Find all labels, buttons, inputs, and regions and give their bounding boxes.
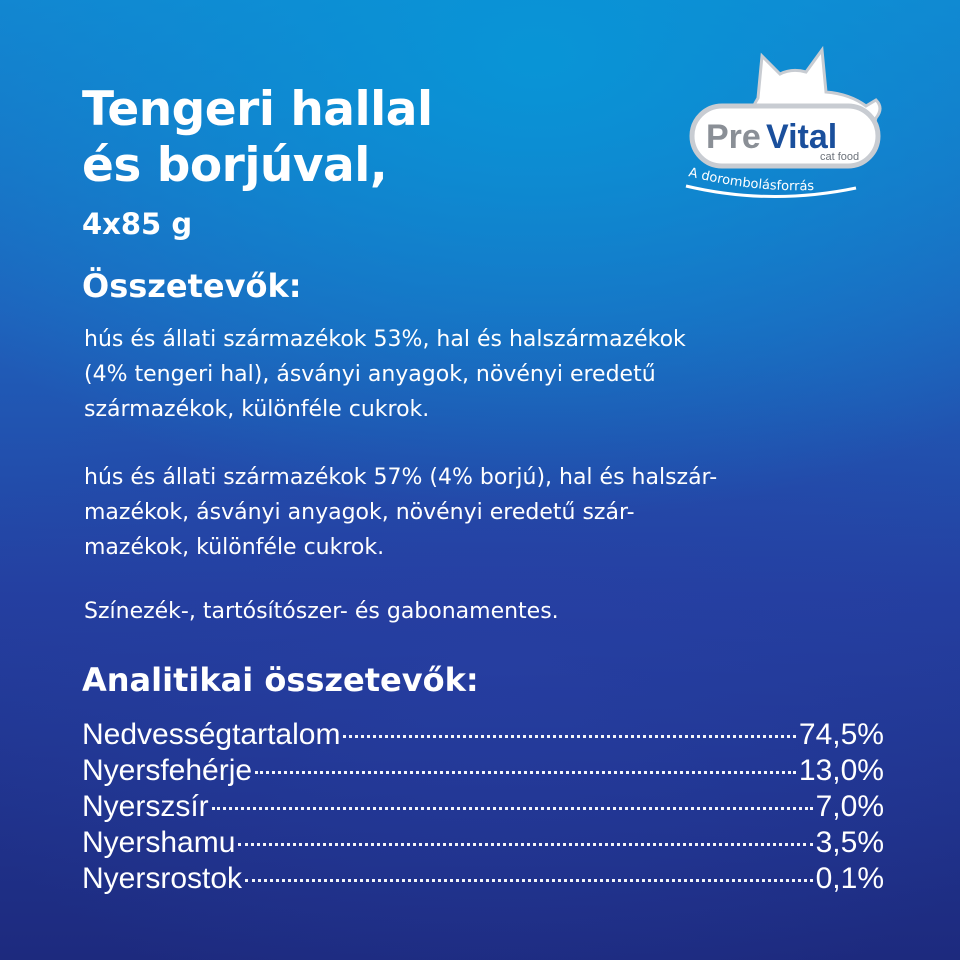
text-line: hús és állati származékok 57% (4% borjú), hal és halszár-	[84, 465, 718, 490]
analytics-label: Nedvességtartalom	[82, 718, 341, 751]
analytics-label: Nyersfehérje	[82, 754, 253, 787]
analytics-label: Nyersrostok	[82, 862, 243, 895]
analytics-row	[82, 861, 884, 897]
analytics-label: Nyerszsír	[82, 790, 209, 823]
dot-leader	[238, 843, 812, 846]
analytics-row	[82, 789, 884, 825]
analytics-value: 0,1%	[815, 862, 884, 895]
analytics-row	[82, 717, 884, 753]
text-line: (4% tengeri hal), ásványi anyagok, növényi eredetű	[84, 362, 656, 387]
ingredients-heading: Összetevők:	[82, 267, 302, 305]
product-weight: 4x85 g	[82, 207, 193, 241]
text-line: mazékok, ásványi anyagok, növényi eredetű szár-	[84, 500, 635, 525]
prevital-logo	[680, 36, 890, 216]
analytics-label: Nyershamu	[82, 826, 236, 859]
brand-vital: Vital	[766, 118, 838, 156]
analytics-value: 13,0%	[798, 754, 884, 787]
analytics-heading: Analitikai összetevők:	[82, 661, 479, 699]
analytics-value: 74,5%	[798, 718, 884, 751]
analytics-table	[82, 717, 884, 897]
analytics-row	[82, 753, 884, 789]
brand-sub: cat food	[820, 151, 860, 163]
product-title-line: Tengeri hallal	[82, 82, 433, 137]
product-title-line: és borjúval,	[82, 138, 388, 193]
analytics-value: 7,0%	[815, 790, 884, 823]
text-line: Színezék-, tartósítószer- és gabonamentes.	[84, 599, 559, 624]
ingredients-paragraph-2	[84, 460, 904, 565]
analytics-value: 3,5%	[815, 826, 884, 859]
dot-leader	[212, 807, 813, 810]
text-line: mazékok, különféle cukrok.	[84, 535, 385, 560]
text-line: származékok, különféle cukrok.	[84, 397, 430, 422]
ingredients-paragraph-1	[84, 322, 904, 427]
dot-leader	[343, 735, 795, 738]
dot-leader	[255, 771, 796, 774]
product-title	[82, 82, 433, 194]
dot-leader	[245, 879, 813, 882]
text-line: hús és állati származékok 53%, hal és halszármazékok	[84, 327, 686, 352]
logo-tagline: A dorombolásforrás	[687, 165, 815, 195]
analytics-row	[82, 825, 884, 861]
brand-pre: Pre	[706, 118, 761, 156]
free-from-note	[84, 594, 904, 629]
